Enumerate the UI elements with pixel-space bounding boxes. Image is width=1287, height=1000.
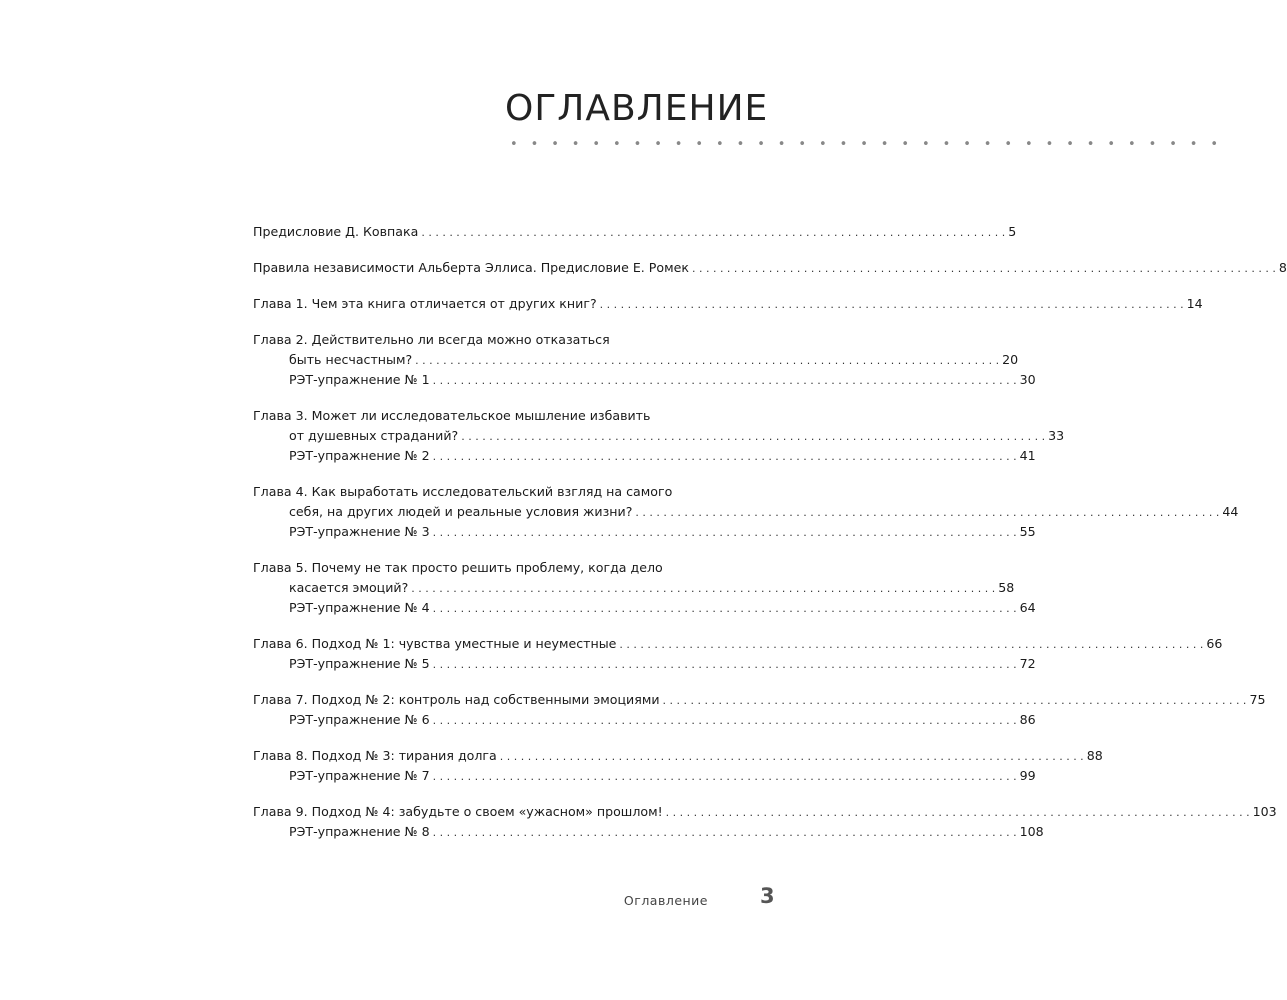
toc-line bbox=[253, 634, 1223, 654]
toc-line-text: Глава 1. Чем эта книга отличается от других книг? bbox=[253, 296, 597, 311]
toc-page-number: 55 bbox=[1019, 524, 1036, 539]
toc-line bbox=[253, 330, 747, 350]
toc-line-text: от душевных страданий? bbox=[289, 428, 459, 443]
toc-line-text: Глава 5. Почему не так просто решить проблему, когда дело bbox=[253, 560, 663, 575]
toc-line-text: РЭТ-упражнение № 8 bbox=[289, 824, 430, 839]
toc-line-text: себя, на других людей и реальные условия жизни? bbox=[289, 504, 633, 519]
running-footer-label: Оглавление bbox=[623, 893, 708, 908]
dot-leader bbox=[433, 767, 1017, 787]
dot-leader bbox=[666, 803, 1250, 823]
toc-line-text: Глава 6. Подход № 1: чувства уместные и неуместные bbox=[253, 636, 617, 651]
toc-entry bbox=[253, 634, 1223, 674]
toc-line-text: Предисловие Д. Ковпака bbox=[253, 224, 419, 239]
toc-entry bbox=[253, 558, 1036, 618]
toc-line bbox=[253, 370, 1036, 390]
toc-page-number: 14 bbox=[1186, 296, 1203, 311]
toc-line bbox=[253, 222, 1017, 242]
toc-entry bbox=[253, 802, 1277, 842]
table-of-contents bbox=[253, 222, 1287, 842]
toc-line bbox=[253, 746, 1103, 766]
toc-line-text: РЭТ-упражнение № 6 bbox=[289, 712, 430, 727]
dot-leader bbox=[411, 579, 995, 599]
toc-page-number: 99 bbox=[1019, 768, 1036, 783]
toc-line bbox=[253, 690, 1266, 710]
dot-leader bbox=[663, 691, 1247, 711]
toc-line bbox=[253, 350, 1019, 370]
toc-page-number: 8 bbox=[1278, 260, 1287, 275]
toc-entry bbox=[253, 294, 1203, 314]
toc-line bbox=[253, 446, 1036, 466]
toc-entry bbox=[253, 746, 1103, 786]
toc-entry bbox=[253, 222, 1017, 242]
toc-line bbox=[253, 822, 1044, 842]
toc-line bbox=[253, 502, 1239, 522]
toc-page-number: 66 bbox=[1206, 636, 1223, 651]
toc-page-number: 20 bbox=[1002, 352, 1019, 367]
toc-line-text: РЭТ-упражнение № 4 bbox=[289, 600, 430, 615]
toc-line-text: Глава 2. Действительно ли всегда можно отказаться bbox=[253, 332, 610, 347]
dot-leader bbox=[619, 635, 1203, 655]
toc-page-number: 41 bbox=[1019, 448, 1036, 463]
toc-line-text: касается эмоций? bbox=[289, 580, 409, 595]
toc-line-text: Глава 9. Подход № 4: забудьте о своем «ужасном» прошлом! bbox=[253, 804, 663, 819]
toc-line-text: Глава 7. Подход № 2: контроль над собственными эмоциями bbox=[253, 692, 660, 707]
toc-page-number: 86 bbox=[1019, 712, 1036, 727]
toc-page-number: 44 bbox=[1222, 504, 1239, 519]
toc-line-text: Глава 3. Может ли исследовательское мышление избавить bbox=[253, 408, 651, 423]
toc-page-number: 33 bbox=[1048, 428, 1065, 443]
dot-leader bbox=[433, 447, 1017, 467]
page-number: 3 bbox=[760, 884, 775, 908]
toc-entry bbox=[253, 330, 1036, 390]
toc-page-number: 88 bbox=[1086, 748, 1103, 763]
toc-line bbox=[253, 654, 1036, 674]
toc-page-number: 103 bbox=[1252, 804, 1277, 819]
toc-page-number: 30 bbox=[1019, 372, 1036, 387]
toc-line-text: РЭТ-упражнение № 3 bbox=[289, 524, 430, 539]
toc-page-number: 108 bbox=[1019, 824, 1044, 839]
toc-page-number: 64 bbox=[1019, 600, 1036, 615]
dot-leader bbox=[433, 523, 1017, 543]
dot-leader bbox=[692, 259, 1276, 279]
toc-line bbox=[253, 406, 747, 426]
toc-line-text: РЭТ-упражнение № 5 bbox=[289, 656, 430, 671]
toc-line bbox=[253, 294, 1203, 314]
dot-leader bbox=[421, 223, 1005, 243]
title-dot-rule: • • • • • • • • • • • • • • • • • • • • • • • • • • • • • • • • • • • bbox=[510, 137, 1223, 152]
dot-leader bbox=[415, 351, 999, 371]
dot-leader bbox=[433, 599, 1017, 619]
page-title: ОГЛАВЛЕНИЕ bbox=[505, 88, 769, 129]
dot-leader bbox=[433, 371, 1017, 391]
toc-line-text: РЭТ-упражнение № 7 bbox=[289, 768, 430, 783]
toc-page-number: 5 bbox=[1008, 224, 1017, 239]
toc-entry bbox=[253, 406, 1065, 466]
toc-entry bbox=[253, 482, 1239, 542]
toc-line-text: Глава 8. Подход № 3: тирания долга bbox=[253, 748, 497, 763]
toc-line-text: РЭТ-упражнение № 1 bbox=[289, 372, 430, 387]
toc-line bbox=[253, 578, 1015, 598]
toc-page-number: 58 bbox=[998, 580, 1015, 595]
toc-entry bbox=[253, 258, 1287, 278]
toc-line-text: Глава 4. Как выработать исследовательский взгляд на самого bbox=[253, 484, 673, 499]
toc-line bbox=[253, 258, 1287, 278]
toc-line-text: Правила независимости Альберта Эллиса. Предисловие Е. Ромек bbox=[253, 260, 689, 275]
dot-leader bbox=[500, 747, 1084, 767]
dot-leader bbox=[461, 427, 1045, 447]
dot-leader bbox=[433, 711, 1017, 731]
dot-leader bbox=[600, 295, 1184, 315]
toc-line bbox=[253, 766, 1036, 786]
dot-leader bbox=[433, 655, 1017, 675]
toc-line bbox=[253, 802, 1277, 822]
toc-line bbox=[253, 426, 1065, 446]
dot-leader bbox=[635, 503, 1219, 523]
toc-line-text: быть несчастным? bbox=[289, 352, 413, 367]
toc-page-number: 72 bbox=[1019, 656, 1036, 671]
toc-line bbox=[253, 710, 1036, 730]
toc-line bbox=[253, 482, 747, 502]
toc-page-number: 75 bbox=[1249, 692, 1266, 707]
toc-line-text: РЭТ-упражнение № 2 bbox=[289, 448, 430, 463]
toc-line bbox=[253, 522, 1036, 542]
dot-leader bbox=[433, 823, 1017, 843]
toc-line bbox=[253, 558, 747, 578]
toc-entry bbox=[253, 690, 1266, 730]
toc-line bbox=[253, 598, 1036, 618]
